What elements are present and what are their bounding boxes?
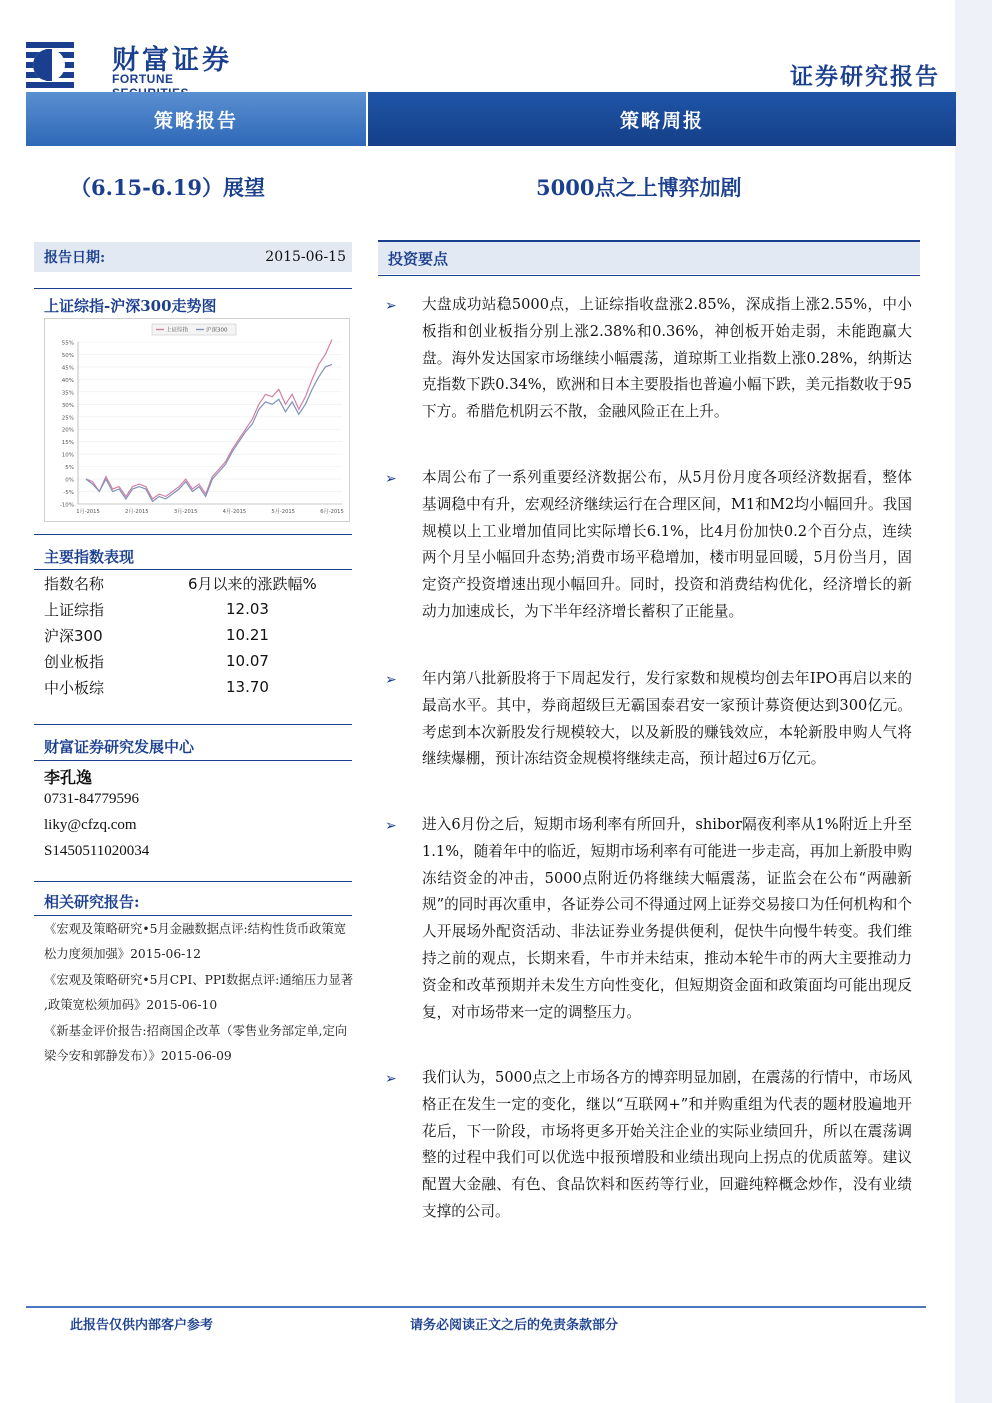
report-date-label: 报告日期: xyxy=(44,250,106,266)
logo-chinese-name: 财富证券 xyxy=(112,45,232,76)
related-report-item[interactable]: 《新基金评价报告:招商国企改革（零售业务部定单,定向梁今安和郭静发布）》2015-06-09 xyxy=(44,1024,348,1063)
chart-x-tick-label: 3月-2015 xyxy=(173,509,198,515)
chart-y-tick-label: 5% xyxy=(65,465,74,472)
divider xyxy=(34,288,352,289)
index-table-title: 主要指数表现 xyxy=(44,548,135,566)
chart-y-tick-label: 30% xyxy=(61,402,74,409)
logo-english-name: FORTUNE xyxy=(112,72,174,86)
chart-y-tick-label: 45% xyxy=(61,365,74,372)
bullet-arrow-icon: ➢ xyxy=(385,471,397,487)
page-side-strip xyxy=(955,0,992,1403)
analyst-phone: 0731-84779596 xyxy=(44,791,139,807)
research-center-name: 财富证券研究发展中心 xyxy=(44,738,195,756)
footer-divider xyxy=(26,1306,926,1308)
index-chart-svg xyxy=(44,318,350,522)
chart-y-tick-label: -5% xyxy=(63,490,74,497)
bullet-arrow-icon: ➢ xyxy=(385,818,397,834)
chart-x-tick-label: 6月-2015 xyxy=(320,509,344,515)
related-report-item[interactable]: 《宏观及策略研究•5月CPI、PPI数据点评:通缩压力显著 ,政策宽松须加码》2015-06-10 xyxy=(44,973,354,1012)
index-table-header-change: 6月以来的涨跌幅% xyxy=(188,574,317,593)
report-period: （6.15-6.19）展望 xyxy=(70,175,266,200)
chart-y-tick-label: 50% xyxy=(61,352,74,359)
divider xyxy=(34,915,352,916)
related-report-item[interactable]: 《宏观及策略研究•5月金融数据点评:结构性货币政策宽松力度须加强》2015-06-12 xyxy=(44,922,347,961)
index-change: 13.70 xyxy=(226,678,269,696)
divider xyxy=(34,724,352,725)
index-name: 沪深300 xyxy=(44,626,103,645)
index-chart xyxy=(44,318,350,522)
chart-y-tick-label: 0% xyxy=(65,477,74,484)
chart-y-tick-label: -10% xyxy=(59,502,74,509)
bullet-arrow-icon: ➢ xyxy=(385,1071,397,1087)
bullet-arrow-icon: ➢ xyxy=(385,672,397,688)
report-headline: 5000点之上博弈加剧 xyxy=(536,175,742,200)
divider xyxy=(34,760,352,761)
index-name: 创业板指 xyxy=(44,652,105,671)
banner-category: 策略报告 xyxy=(26,92,366,146)
divider xyxy=(378,275,920,276)
key-point-paragraph: 本周公布了一系列重要经济数据公布，从5月份月度各项经济数据看，整体基调稳中有升，宏观经济继续运行在合理区间，M1和M2均小幅回升。我国规模以上工业增加值同比实际增长6.1%，比4月份加快0.2个百分点，连续两个月呈小幅回升态势;消费市场平稳增加，楼市明显回暖，5月份当月，固定资产投资增速出现小幅回升。同时，投资和消费结构优化，经济增长的新动力加速成长，为下半年经济增长蓄积了正能量。 xyxy=(422,469,912,620)
banner-subcategory: 策略周报 xyxy=(368,92,956,146)
chart-y-tick-label: 35% xyxy=(61,390,74,397)
table-row xyxy=(44,622,350,648)
table-row xyxy=(44,596,350,622)
table-row xyxy=(44,674,350,700)
chart-x-tick-label: 5月-2015 xyxy=(271,509,295,515)
report-date-row xyxy=(34,242,352,272)
analyst-license: S1450511020034 xyxy=(44,843,150,859)
chart-x-tick-label: 1月-2015 xyxy=(76,509,100,515)
key-point-paragraph: 大盘成功站稳5000点，上证综指收盘涨2.85%，深成指上涨2.55%，中小板指和创业板指分别上涨2.38%和0.36%，神创板开始走弱，未能跑赢大盘。海外发达国家市场继续小幅震荡，道琼斯工业指数上涨0.28%，纳斯达克指数下跌0.34%，欧洲和日本主要股指也普遍小幅下跌，美元指数收于95下方。希腊危机阴云不散，金融风险正在上升。 xyxy=(422,296,912,421)
chart-x-tick-label: 2月-2015 xyxy=(125,509,149,515)
index-table xyxy=(44,570,350,700)
divider xyxy=(34,534,352,535)
chart-y-tick-label: 10% xyxy=(61,452,74,459)
chart-title: 上证综指-沪深300走势图 xyxy=(44,297,217,315)
index-change: 12.03 xyxy=(226,600,269,618)
chart-x-tick-label: 4月-2015 xyxy=(222,509,247,515)
index-name: 上证综指 xyxy=(44,600,105,619)
chart-y-tick-label: 20% xyxy=(61,427,74,434)
company-logo xyxy=(22,38,252,90)
index-name: 中小板综 xyxy=(44,678,105,697)
chart-legend-label: 上证综指 xyxy=(166,327,189,334)
report-date-value: 2015-06-15 xyxy=(265,249,346,265)
chart-y-tick-label: 15% xyxy=(61,440,74,447)
table-row xyxy=(44,648,350,674)
analyst-name: 李孔逸 xyxy=(44,768,93,787)
chart-y-tick-label: 55% xyxy=(61,340,74,347)
chart-y-tick-label: 40% xyxy=(61,377,74,384)
index-table-header xyxy=(44,570,350,596)
key-point-paragraph: 年内第八批新股将于下周起发行，发行家数和规模均创去年IPO再启以来的最高水平。其中，券商超级巨无霸国泰君安一家预计募资便达到300亿元。考虑到本次新股发行规模较大，以及新股的赚钱效应，本轮新股申购人气将继续爆棚，预计冻结资金规模将继续走高，预计超过6万亿元。 xyxy=(422,670,912,768)
key-points-title: 投资要点 xyxy=(378,242,920,274)
analyst-email[interactable]: liky@cfzq.com xyxy=(44,817,137,833)
index-change: 10.21 xyxy=(226,626,269,644)
index-change: 10.07 xyxy=(226,652,269,670)
related-reports-title: 相关研究报告: xyxy=(44,893,140,911)
key-point-paragraph: 进入6月份之后，短期市场利率有所回升，shibor隔夜利率从1%附近上升至1.1%，随着年中的临近，短期市场利率有可能进一步走高，再加上新股申购冻结资金的冲击，5000点附近仍将继续大幅震荡，证监会在公布“两融新规”的同时再次重申，各证券公司不得通过网上证券交易接口为任何机构和个人开展场外配资活动、非法证券业务提供便利，促快牛向慢牛转变。我们维持之前的观点，长期来看，牛市并未结束，推动本轮牛市的两大主要推动力资金和改革预期并未发生方向性变化，但短期资金面和政策面均可能出现反复，对市场带来一定的调整压力。 xyxy=(422,816,912,1021)
bullet-arrow-icon: ➢ xyxy=(385,298,397,314)
chart-y-tick-label: 25% xyxy=(61,415,74,422)
footer-disclaimer-right: 请务必阅读正文之后的免责条款部分 xyxy=(410,1318,619,1333)
index-table-header-name: 指数名称 xyxy=(44,574,105,593)
footer-disclaimer-left: 此报告仅供内部客户参考 xyxy=(70,1318,214,1333)
divider xyxy=(34,881,352,882)
logo-mark-icon xyxy=(22,38,76,90)
report-type: 证券研究报告 xyxy=(790,63,940,90)
chart-legend-label: 沪深300 xyxy=(206,327,228,334)
key-point-paragraph: 我们认为，5000点之上市场各方的博弈明显加剧，在震荡的行情中，市场风格正在发生一定的变化，继以“互联网+”和并购重组为代表的题材股遍地开花后，下一阶段，市场将更多开始关注企业的实际业绩回升，所以在震荡调整的过程中我们可以优选中报预增股和业绩出现向上拐点的优质蓝筹。建议配置大金融、有色、食品饮料和医药等行业，回避纯粹概念炒作，没有业绩支撑的公司。 xyxy=(422,1069,912,1220)
